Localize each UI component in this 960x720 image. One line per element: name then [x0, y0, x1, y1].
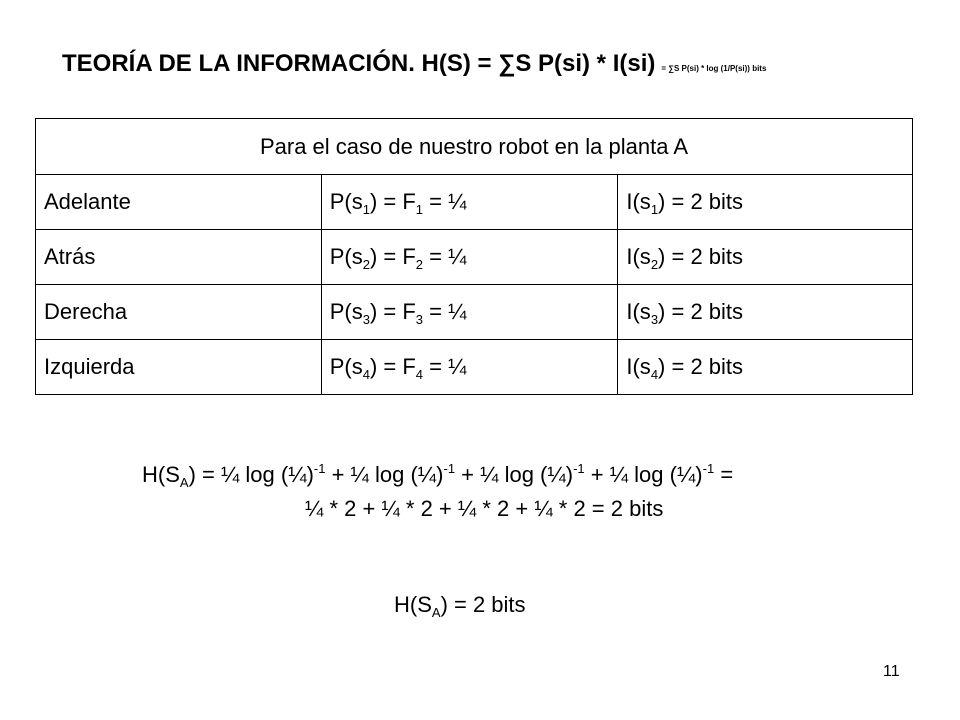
direction-cell: Izquierda [36, 340, 322, 395]
entropy-formula-line1: $H(S_A)$ = ¼ log (¼)$^{-1}$ + ¼ log (¼)$^{-1}$ + ¼ log (¼)$^{-1}$ + ¼ log (¼)$^{-1}$ = [142, 461, 734, 490]
probability-cell: $P(s_2) = F_2$ = ¼ [321, 230, 618, 285]
information-cell: $I(s_3) = 2$ bits [618, 285, 913, 340]
slide-title [62, 50, 766, 78]
robot-probability-table [35, 118, 913, 395]
table-row [36, 285, 913, 340]
probability-cell: $P(s_1) = F_1$ = ¼ [321, 175, 618, 230]
information-cell: $I(s_1) = 2$ bits [618, 175, 913, 230]
table-header-row [36, 119, 913, 175]
table-row [36, 175, 913, 230]
table-header: Para el caso de nuestro robot en la planta A [36, 119, 913, 175]
probability-cell: $P(s_3) = F_3$ = ¼ [321, 285, 618, 340]
direction-cell: Adelante [36, 175, 322, 230]
table-row [36, 340, 913, 395]
entropy-formula-line2: ¼ * 2 + ¼ * 2 + ¼ * 2 + ¼ * 2 = 2 bits [305, 496, 664, 521]
direction-cell: Atrás [36, 230, 322, 285]
information-cell: $I(s_2) = 2$ bits [618, 230, 913, 285]
page-number: 11 [883, 663, 900, 680]
table-row [36, 230, 913, 285]
title-main: TEORÍA DE LA INFORMACIÓN. H(S) = ∑S P(si) * I(si) [62, 50, 656, 77]
title-subformula: = ∑S P(si) * log (1/P(si)) bits [661, 64, 767, 73]
entropy-result: $H(S_A) = 2$ bits [394, 592, 526, 620]
information-cell: $I(s_4) = 2$ bits [618, 340, 913, 395]
direction-cell: Derecha [36, 285, 322, 340]
probability-cell: $P(s_4) = F_4$ = ¼ [321, 340, 618, 395]
